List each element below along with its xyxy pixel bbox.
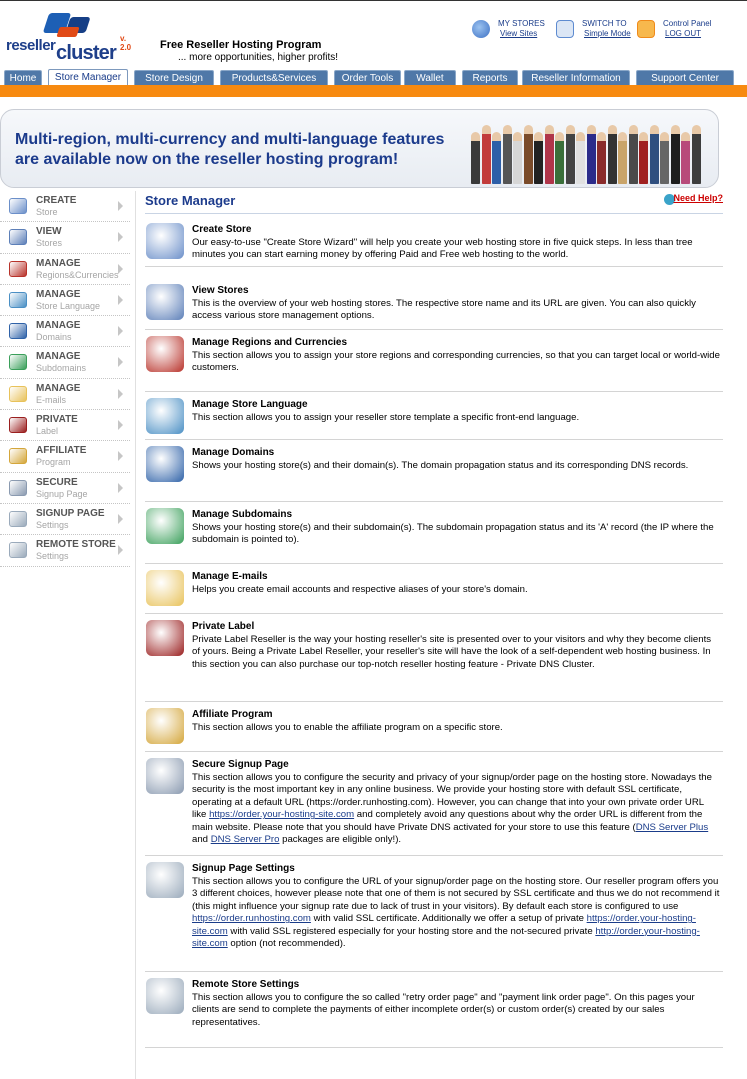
remote-icon xyxy=(9,542,27,558)
tab-store-design[interactable]: Store Design xyxy=(134,70,214,86)
sidebar-item-subtitle: Signup Page xyxy=(36,488,88,499)
section-description xyxy=(192,350,720,375)
sidebar-item[interactable] xyxy=(0,410,130,441)
section-title[interactable]: Manage Domains xyxy=(192,447,275,458)
store-manager-section xyxy=(145,752,723,856)
sidebar-item[interactable] xyxy=(0,504,130,535)
tab-products-services[interactable]: Products&Services xyxy=(220,70,328,86)
sidebar-item[interactable] xyxy=(0,535,130,566)
magnifier-icon[interactable] xyxy=(146,284,184,320)
inline-link[interactable]: DNS Server Plus xyxy=(635,821,709,833)
store-manager-section xyxy=(145,856,723,972)
person-silhouette xyxy=(671,125,680,184)
sidebar-item-title: MANAGE xyxy=(36,320,81,332)
sidebar-menu xyxy=(0,191,130,567)
tagline xyxy=(160,39,338,63)
chevron-right-icon xyxy=(118,357,123,367)
inline-link[interactable]: https://order.your-hosting-site.com xyxy=(192,913,696,937)
person-silhouette xyxy=(482,125,491,184)
sidebar-item-title: VIEW xyxy=(36,226,62,238)
sidebar-item-title: AFFILIATE xyxy=(36,445,87,457)
sidebar-item[interactable] xyxy=(0,441,130,472)
description-text: This section allows you to assign your store regions and corresponding currencies, so that you can target local or world-wide customers. xyxy=(192,350,720,374)
person-silhouette xyxy=(587,125,596,184)
description-text: This section allows you to assign your reseller store template a specific front-end language. xyxy=(192,412,580,423)
section-title[interactable]: View Stores xyxy=(192,285,249,296)
description-text: and completely avoid any questions about why the order URL is different from the main website. Please note that you should have Private DNS activated for your store to use this feature ( xyxy=(192,809,703,833)
tab-reseller-information[interactable]: Reseller Information xyxy=(522,70,630,86)
description-text: option (not recommended). xyxy=(227,938,346,950)
switch-icon[interactable] xyxy=(556,20,574,38)
section-description xyxy=(192,584,720,596)
quick-link-title: MY STORES xyxy=(498,19,545,28)
sidebar-item[interactable] xyxy=(0,222,130,253)
affiliate-icon[interactable] xyxy=(146,708,184,744)
tab-store-manager[interactable]: Store Manager xyxy=(48,69,128,86)
logo-version: v. 2.0 xyxy=(120,34,132,52)
need-help-link[interactable]: Need Help? xyxy=(673,193,723,203)
section-description xyxy=(192,298,720,323)
section-title[interactable]: Manage Regions and Currencies xyxy=(192,337,348,348)
description-text: packages are eligible only!). xyxy=(279,834,402,846)
domain-icon[interactable] xyxy=(146,446,184,482)
section-title[interactable]: Affiliate Program xyxy=(192,709,273,720)
section-title[interactable]: Secure Signup Page xyxy=(192,759,289,770)
chevron-right-icon xyxy=(118,295,123,305)
section-title[interactable]: Create Store xyxy=(192,224,252,235)
promo-banner[interactable] xyxy=(0,109,719,188)
sidebar-item-subtitle: Domains xyxy=(36,332,72,343)
sidebar-divider xyxy=(135,191,136,1079)
description-text: This section allows you to configure the so called "retry order page" and "payment link order page". On this pages your clients are send to complete the payments of either incomplete order(s) or custom order(s) created by our sales representatives. xyxy=(192,992,695,1028)
domain-icon xyxy=(9,323,27,339)
person-silhouette xyxy=(618,132,627,184)
person-silhouette xyxy=(471,132,480,184)
person-silhouette xyxy=(566,125,575,184)
section-description xyxy=(192,460,720,472)
section-description xyxy=(192,412,720,424)
inline-link[interactable]: https://order.runhosting.com xyxy=(192,913,311,925)
settings-icon xyxy=(9,511,27,527)
chevron-right-icon xyxy=(118,232,123,242)
secure-icon xyxy=(9,480,27,496)
tagline-title: Free Reseller Hosting Program xyxy=(160,39,322,51)
person-silhouette xyxy=(534,132,543,184)
language-icon xyxy=(9,292,27,308)
view-sites-link[interactable]: View Sites xyxy=(500,29,538,38)
subdomain-icon[interactable] xyxy=(146,508,184,544)
logo-cube-icon xyxy=(56,27,79,37)
person-silhouette xyxy=(660,132,669,184)
language-icon[interactable] xyxy=(146,398,184,434)
sidebar-item[interactable] xyxy=(0,347,130,378)
create-store-icon[interactable] xyxy=(146,223,184,259)
title-divider xyxy=(145,213,723,214)
person-silhouette xyxy=(639,132,648,184)
description-text: This section allows you to enable the affiliate program on a specific store. xyxy=(192,722,503,733)
chevron-right-icon xyxy=(118,389,123,399)
description-text: This section allows you to configure the security and privacy of your signup/order page on the hosting store. Nowadays the security is the most important key in any online business. We provide your hosting store with default SSL certificate, operating at a default URL (https://order.runhosting.com). However, you can change that into your own private order URL like xyxy=(192,772,712,821)
secure-icon[interactable] xyxy=(146,758,184,794)
banner-text: Multi-region, multi-currency and multi-language features are available now on the reseller hosting program! xyxy=(15,131,445,168)
sidebar-item-subtitle: E-mails xyxy=(36,394,67,405)
section-description xyxy=(192,722,720,734)
chevron-right-icon xyxy=(118,326,123,336)
person-silhouette xyxy=(608,125,617,184)
section-description xyxy=(192,237,720,262)
sidebar-item-title: PRIVATE xyxy=(36,414,78,426)
tab-reports[interactable]: Reports xyxy=(462,70,518,86)
envelope-icon[interactable] xyxy=(146,570,184,606)
chevron-right-icon xyxy=(118,483,123,493)
crowd-photo xyxy=(467,118,707,184)
store-manager-section xyxy=(145,972,723,1048)
description-text: This is the overview of your web hosting stores. The respective store name and its URL are given. You can also quickly access various store management options. xyxy=(192,298,696,322)
seal-icon[interactable] xyxy=(146,620,184,656)
tagline-subtitle: ... more opportunities, higher profits! xyxy=(178,52,339,63)
section-description xyxy=(192,876,720,950)
sidebar-item-subtitle: Settings xyxy=(36,519,69,530)
chevron-right-icon xyxy=(118,451,123,461)
person-silhouette xyxy=(503,125,512,184)
person-silhouette xyxy=(597,132,606,184)
sidebar-item-title: REMOTE STORE xyxy=(36,539,116,551)
store-manager-section xyxy=(145,614,723,702)
chevron-right-icon xyxy=(118,514,123,524)
sidebar-item-title: SECURE xyxy=(36,476,78,488)
tab-home[interactable]: Home xyxy=(4,70,42,86)
subdomain-icon xyxy=(9,354,27,370)
description-text: Shows your hosting store(s) and their domain(s). The domain propagation status and its corresponding DNS records. xyxy=(192,460,689,471)
logo[interactable] xyxy=(6,11,136,63)
store-manager-section xyxy=(145,564,723,614)
sidebar-item-subtitle: Store xyxy=(36,207,58,217)
sidebar-item-title: MANAGE xyxy=(36,382,81,394)
settings-icon[interactable] xyxy=(146,862,184,898)
globe-icon[interactable] xyxy=(472,20,490,38)
flags-currency-icon[interactable] xyxy=(146,336,184,372)
lock-icon[interactable] xyxy=(637,20,655,38)
person-silhouette xyxy=(545,125,554,184)
person-silhouette xyxy=(692,125,701,184)
inline-link[interactable]: DNS Server Pro xyxy=(210,834,280,846)
description-text: Our easy-to-use "Create Store Wizard" will help you create your web hosting store in five quick steps. In less than tree minutes you can start earning money by offering Paid and Free web hosting to the world. xyxy=(192,237,693,261)
nav-underline xyxy=(0,85,747,97)
person-silhouette xyxy=(629,125,638,184)
section-title[interactable]: Manage Store Language xyxy=(192,399,308,410)
logo-word-reseller: reseller xyxy=(6,37,56,54)
sidebar-item[interactable] xyxy=(0,473,130,504)
sidebar-item[interactable] xyxy=(0,316,130,347)
sidebar-item[interactable] xyxy=(0,254,130,285)
sidebar-item[interactable] xyxy=(0,379,130,410)
person-silhouette xyxy=(650,125,659,184)
sidebar-item-subtitle: Label xyxy=(36,426,59,437)
section-title[interactable]: Manage E-mails xyxy=(192,571,268,582)
sidebar-item-subtitle: Program xyxy=(36,457,71,468)
seal-icon xyxy=(9,417,27,433)
description-text: Helps you create email accounts and respective aliases of your store's domain. xyxy=(192,584,528,595)
quick-link-title: SWITCH TO xyxy=(582,19,627,28)
store-manager-section xyxy=(145,440,723,502)
logo-word-cluster: cluster xyxy=(56,42,116,64)
sidebar-item[interactable] xyxy=(0,191,130,222)
envelope-icon xyxy=(9,386,27,402)
chevron-right-icon xyxy=(118,545,123,555)
sidebar-item[interactable] xyxy=(0,285,130,316)
description-text: Private Label Reseller is the way your hosting reseller's site is presented over to your visitors and why they become clients of yours. Being a Private Label Reseller, your reseller's site will have the look of a self-dependent web hosting business. In this section you can also purchase our top-notch reseller hosting feature - Private DNS Cluster. xyxy=(192,634,712,670)
inline-link[interactable]: http://order.your-hosting-site.com xyxy=(192,925,700,950)
logout-link[interactable]: LOG OUT xyxy=(665,29,702,38)
description-text: This section allows you to configure the URL of your signup/order page on the hosting store. Our reseller program offers you 3 different choices, however please note that one of them is not secured by SSL certificate and thus we do not recommend it (this might influence your signup rate due to lack of trust in your visitors). By default each store is configured to use xyxy=(192,876,720,912)
section-title[interactable]: Private Label xyxy=(192,621,255,632)
store-manager-section xyxy=(145,392,723,440)
header xyxy=(0,0,747,68)
simple-mode-link[interactable]: Simple Mode xyxy=(584,29,631,38)
person-silhouette xyxy=(492,132,501,184)
sidebar-item-subtitle: Settings xyxy=(36,551,69,562)
person-silhouette xyxy=(576,132,585,184)
flags-currency-icon xyxy=(9,261,27,277)
sidebar-item-subtitle: Subdomains xyxy=(36,363,87,374)
person-silhouette xyxy=(681,132,690,184)
sidebar-item-title: MANAGE xyxy=(36,288,81,300)
quick-links xyxy=(470,18,740,42)
section-description xyxy=(192,992,720,1029)
sidebar-item-title: MANAGE xyxy=(36,257,81,269)
chevron-right-icon xyxy=(118,420,123,430)
tab-wallet[interactable]: Wallet xyxy=(404,70,456,86)
affiliate-icon xyxy=(9,448,27,464)
store-manager-section xyxy=(145,217,723,267)
create-store-icon xyxy=(9,198,27,214)
inline-link[interactable]: https://order.your-hosting-site.com xyxy=(209,809,355,821)
tab-support-center[interactable]: Support Center xyxy=(636,70,734,86)
section-description xyxy=(192,634,720,671)
store-manager-section xyxy=(145,330,723,392)
sidebar-item-subtitle: Regions&Currencies xyxy=(36,269,119,280)
section-title[interactable]: Manage Subdomains xyxy=(192,509,293,520)
chevron-right-icon xyxy=(118,264,123,274)
person-silhouette xyxy=(513,132,522,184)
page-title: Store Manager xyxy=(145,193,236,208)
description-text: and xyxy=(192,834,211,846)
person-silhouette xyxy=(524,125,533,184)
sidebar-item-title: SIGNUP PAGE xyxy=(36,507,105,519)
quick-link-title: Control Panel xyxy=(663,19,712,28)
remote-icon[interactable] xyxy=(146,978,184,1014)
sidebar-item-subtitle: Store Language xyxy=(36,300,101,311)
tab-order-tools[interactable]: Order Tools xyxy=(334,70,401,86)
person-silhouette xyxy=(555,132,564,184)
description-text: Shows your hosting store(s) and their subdomain(s). The subdomain propagation status and its 'A' record (the IP where the subdomain is pointed to). xyxy=(192,522,714,546)
sidebar-item-subtitle: Stores xyxy=(36,238,63,249)
sidebar-item-title: CREATE xyxy=(36,195,77,206)
section-description xyxy=(192,522,720,547)
description-text: with valid SSL registered especially for your hosting store and the not-secured private xyxy=(227,925,596,937)
store-manager-section xyxy=(145,278,723,330)
description-text: with valid SSL certificate. Additionally we offer a setup of private xyxy=(310,913,587,925)
store-manager-section xyxy=(145,702,723,752)
section-description xyxy=(192,772,720,846)
magnifier-icon xyxy=(9,229,27,245)
section-title[interactable]: Signup Page Settings xyxy=(192,863,295,874)
section-title[interactable]: Remote Store Settings xyxy=(192,979,300,990)
chevron-right-icon xyxy=(118,201,123,211)
sidebar-item-title: MANAGE xyxy=(36,351,81,363)
store-manager-section xyxy=(145,502,723,564)
